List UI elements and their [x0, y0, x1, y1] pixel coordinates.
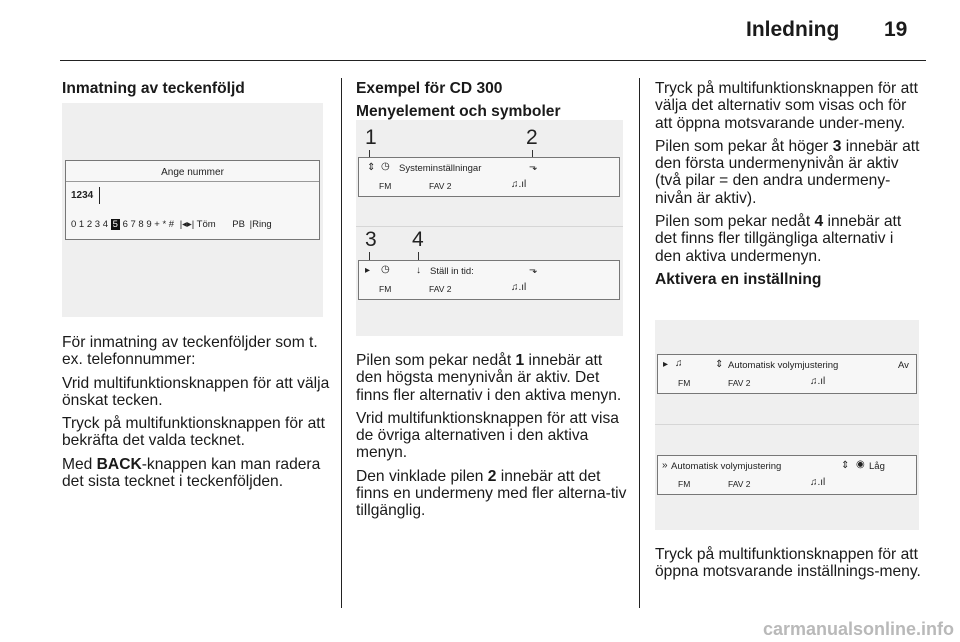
- callout-ref: 3: [832, 137, 842, 155]
- setting-value: Låg: [869, 461, 885, 472]
- menu-screen-2: [358, 260, 620, 300]
- favourite-label: FAV 2: [429, 284, 452, 294]
- updown-arrow-icon: ⇕: [367, 162, 376, 173]
- back-key-label: BACK: [96, 455, 142, 473]
- paragraph: Vrid multifunktionsknappen för att välja önskat tecken.: [62, 374, 330, 409]
- submenu-arrow-icon: ⬎: [529, 265, 538, 276]
- band-label: FM: [379, 181, 392, 191]
- panel-separator: [655, 424, 919, 425]
- music-note-icon: ♫: [675, 358, 683, 369]
- paragraph: Pilen som pekar åt höger 3 innebär att den första undermenynivån är aktiv (två pilar = den andra undermeny-nivån är aktiv).: [655, 137, 920, 207]
- selected-char: 5: [112, 219, 118, 230]
- text-cursor: [99, 187, 100, 204]
- paragraph: Pilen som pekar nedåt 4 innebär att det finns fler tillgängliga alternativ i den aktiva undermenyn.: [655, 213, 902, 265]
- signal-icon: ♫.ıl: [511, 179, 527, 190]
- clock-icon: ◷: [381, 264, 390, 275]
- favourite-label: FAV 2: [429, 181, 452, 191]
- updown-arrow-icon: ⇕: [715, 359, 724, 370]
- down-arrow-icon: ↓: [416, 265, 421, 276]
- signal-icon: ♫.ıl: [511, 282, 527, 293]
- callout-3: 3: [365, 228, 377, 251]
- callout-4: 4: [412, 228, 424, 251]
- character-row: 0 1 2 3 4 5 6 7 8 9 + * # |◂▸| Töm PB |Ring: [71, 219, 272, 230]
- chars-before: 0 1 2 3 4: [71, 219, 108, 230]
- column-3-footer: [655, 546, 923, 587]
- right-arrow-icon: ▸: [663, 359, 669, 370]
- callout-ref: 4: [814, 213, 824, 231]
- section-heading: Exempel för CD 300: [356, 80, 503, 97]
- submenu-arrow-icon: ⬎: [529, 162, 538, 173]
- sep-icon: |◂▸|: [179, 219, 195, 230]
- favourite-label: FAV 2: [728, 378, 751, 388]
- column-1: [62, 80, 327, 103]
- column-2-body: [356, 352, 628, 526]
- illustration-number-entry: [62, 103, 323, 317]
- section-heading: Aktivera en inställning: [655, 270, 822, 288]
- paragraph: Pilen som pekar nedåt 1 innebär att den högsta menynivån är aktiv. Det finns fler alternativ i den aktiva menyn.: [356, 352, 622, 404]
- ring-label: Ring: [252, 219, 272, 230]
- callout-ref: 1: [515, 352, 525, 369]
- display-screen: [65, 160, 320, 240]
- tom-label: Töm: [196, 219, 216, 230]
- chars-after: 6 7 8 9 + * #: [122, 219, 175, 230]
- setting-label: Automatisk volymjustering: [671, 461, 782, 472]
- clock-icon: ◷: [381, 161, 390, 172]
- band-label: FM: [678, 378, 691, 388]
- callout-ref: 2: [487, 467, 497, 485]
- paragraph: Tryck på multifunktionsknappen för att välja det alternativ som visas och för att öppna motsvarande under-meny.: [655, 80, 918, 132]
- column-divider-2: [639, 78, 640, 608]
- column-1-body: [62, 334, 330, 496]
- illustration-menu-symbols: [356, 120, 623, 336]
- column-3-body: [655, 80, 923, 294]
- double-right-arrow-icon: »: [662, 460, 668, 471]
- callout-1: 1: [365, 126, 377, 149]
- paragraph: Med BACK-knappen kan man radera det sista tecknet i teckenföljden.: [62, 455, 321, 491]
- paragraph: Vrid multifunktionsknappen för att visa de övriga alternativen i den aktiva menyn.: [356, 409, 619, 462]
- section-subheading: Menyelement och symboler: [356, 103, 561, 121]
- right-arrow-icon: ▸: [365, 265, 371, 276]
- pb-label: PB: [232, 219, 245, 230]
- chapter-title: Inledning: [746, 18, 840, 41]
- paragraph: Tryck på multifunktionsknappen för att öppna motsvarande inställnings-meny.: [655, 546, 921, 581]
- band-label: FM: [379, 284, 392, 294]
- signal-icon: ♫.ıl: [810, 477, 826, 488]
- setting-label: Automatisk volymjustering: [728, 360, 839, 371]
- screen-divider: [66, 181, 319, 182]
- page-number: 19: [884, 18, 908, 41]
- favourite-label: FAV 2: [728, 479, 751, 489]
- menu-screen-1: [358, 157, 620, 197]
- updown-arrow-icon: ⇕: [841, 460, 850, 471]
- watermark: carmanualsonline.info: [762, 619, 954, 639]
- callout-2: 2: [526, 126, 538, 149]
- header-divider: [60, 60, 926, 61]
- entered-digits: 1234: [71, 190, 94, 201]
- radio-selected-icon: ◉: [856, 459, 865, 470]
- paragraph: Den vinklade pilen 2 innebär att det finns en undermeny med fler alterna-tiv tillgänglig.: [356, 467, 627, 520]
- panel-separator: [356, 226, 623, 227]
- setting-value: Av: [898, 360, 909, 371]
- setting-screen-2: [657, 455, 917, 495]
- menu-label: Systeminställningar: [399, 163, 482, 174]
- screen-title: Ange nummer: [161, 167, 224, 178]
- section-heading: Inmatning av teckenföljd: [62, 80, 245, 97]
- signal-icon: ♫.ıl: [810, 376, 826, 387]
- paragraph: För inmatning av teckenföljder som t. ex. telefonnummer:: [62, 334, 318, 369]
- setting-screen-1: [657, 354, 917, 394]
- illustration-activate-setting: [655, 320, 919, 530]
- menu-label: Ställ in tid:: [430, 266, 474, 277]
- column-divider-1: [341, 78, 342, 608]
- paragraph: Tryck på multifunktionsknappen för att bekräfta det valda tecknet.: [62, 415, 325, 450]
- band-label: FM: [678, 479, 691, 489]
